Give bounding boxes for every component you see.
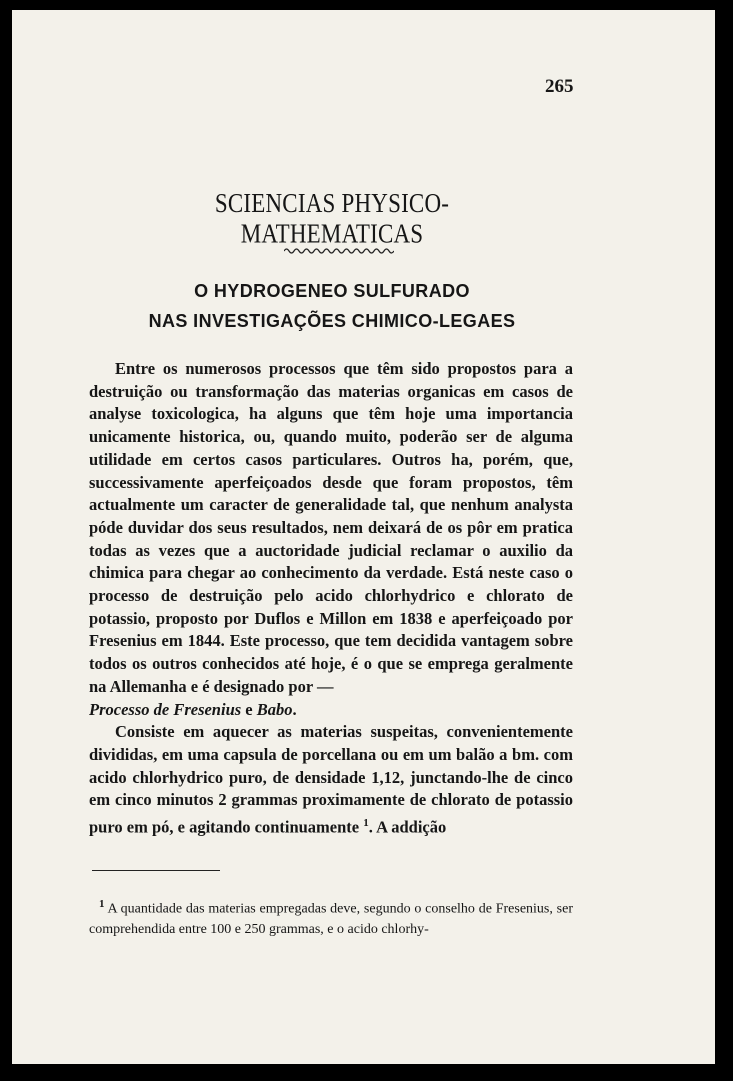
- paragraph-2-text: Consiste em aquecer as materias suspeitas, convenientemente divididas, em uma capsula de porcellana ou em um balão a bm. com acido chlorhydrico puro, de densidade 1,12, junctando-lhe de cinco em cinco minutos 2 grammas proximamente de chlorato de potassio puro em pó, e agitando continuamente: [89, 722, 573, 837]
- paragraph-1: [89, 358, 573, 721]
- wavy-rule-ornament: [284, 247, 394, 255]
- title-line-1: O HYDROGENEO SULFURADO: [194, 281, 470, 301]
- article-title: [122, 276, 542, 336]
- section-heading: SCIENCIAS PHYSICO-MATHEMATICAS: [214, 188, 450, 249]
- title-line-2: NAS INVESTIGAÇÕES CHIMICO-LEGAES: [148, 311, 516, 331]
- footnote: [89, 894, 573, 940]
- footnote-marker: 1: [99, 898, 105, 910]
- italic-process-name: Processo de Fresenius: [89, 699, 242, 719]
- paragraph-1-text: Entre os numerosos processos que têm sido propostos para a destruição ou transformação das materias organicas em casos de analyse toxicologica, ha alguns que têm hoje uma importancia unicamente historica, ou, quando muito, poderão ser de alguma utilidade em certos casos particulares. Outros ha, porém, que, successivamente aperfeiçoados desde que foram propostos, têm actualmente um caracter de generalidade tal, que nenhum analysta póde duvidar dos seus resultados, nem deixará de os pôr em pratica todas as vezes que a auctoridade judicial reclamar o auxilio da chimica para chegar ao conhecimento da verdade. Está neste caso o processo de destruição pelo acido chlorhydrico e chlorato de potassio, proposto por Duflos e Millon em 1838 e aperfeiçoado por Fresenius em 1844. Este processo, que tem decidida vantagem sobre todos os outros conhecidos até hoje, é o que se emprega geralmente na Allemanha e é designado por —: [89, 359, 573, 696]
- paragraph-1-end: .: [292, 699, 297, 719]
- body-text: [89, 358, 573, 839]
- italic-babo: Babo: [256, 699, 293, 719]
- paragraph-2: [89, 721, 573, 839]
- footnote-text: A quantidade das materias empregadas deve, segundo o conselho de Fresenius, ser comprehendida entre 100 e 250 grammas, e o acido chlorhy-: [89, 901, 573, 937]
- conjunction: e: [241, 699, 257, 719]
- footnote-reference: 1: [363, 817, 369, 830]
- paragraph-2-end: . A addição: [368, 817, 447, 837]
- page-number: 265: [545, 76, 574, 97]
- footnote-divider: [92, 870, 220, 871]
- book-page: [12, 10, 715, 1064]
